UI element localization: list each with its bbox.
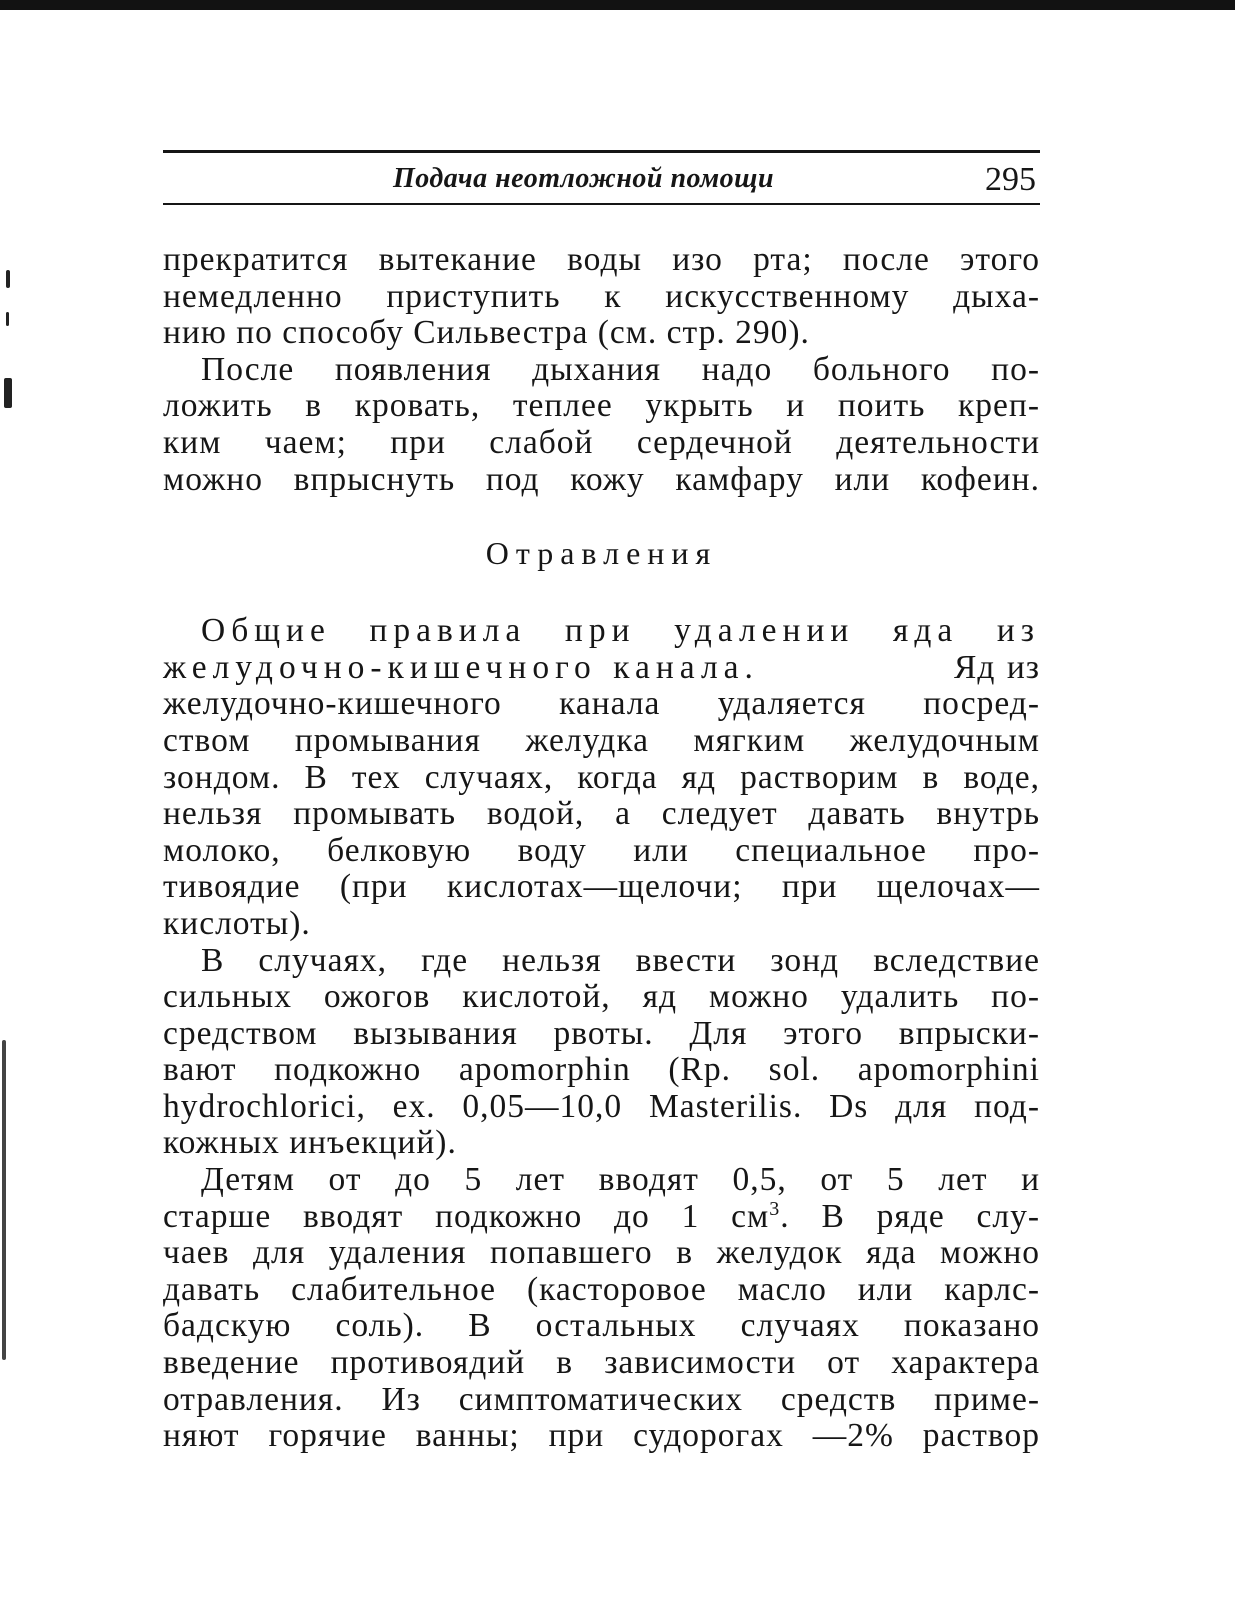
text-line: можно впрыснуть под кожу камфару или кофеин. [163, 460, 1040, 498]
page-number: 295 [985, 161, 1036, 198]
scan-margin-mark [6, 312, 9, 326]
text-line [163, 1418, 1040, 1455]
text-line: зондом. В тех случаях, когда яд растворим в воде, [163, 758, 1040, 796]
text-line: введение противоядий в зависимости от характера [163, 1344, 1040, 1382]
scan-margin-mark [6, 270, 10, 288]
text-line: давать слабительное (касторовое масло или карлс- [163, 1270, 1040, 1308]
text-line [163, 650, 1040, 687]
text-line: После появления дыхания надо больного по- [201, 350, 1040, 388]
paragraph-children-dosage [163, 1162, 1040, 1455]
paragraph-general-rules [163, 613, 1040, 942]
text-line: В случаях, где нельзя ввести зонд вследствие [201, 941, 1040, 979]
scan-margin-mark [2, 1040, 6, 1360]
text-line [163, 1199, 1040, 1236]
running-title: Подача неотложной помощи [393, 163, 775, 194]
text-line: ложить в кровать, теплее укрыть и поить креп- [163, 387, 1040, 425]
text-line: нельзя промывать водой, а следует давать внутрь [163, 795, 1040, 833]
text-line: тивоядие (при кислотах—щелочи; при щелочах— [163, 868, 1040, 906]
text-line: вают подкожно apomorphin (Rp. sol. apomorphini [163, 1051, 1040, 1089]
text-line: молоко, белковую воду или специальное про- [163, 831, 1040, 869]
scan-margin-mark [4, 378, 12, 408]
text-line: Детям от до 5 лет вводят 0,5, от 5 лет и [201, 1161, 1040, 1199]
text-line: кислоты). [163, 904, 311, 942]
text-line: отравления. Из симптоматических средств приме- [163, 1380, 1040, 1418]
text-fragment: раствор [922, 1417, 1041, 1455]
text-line: желудочно-кишечного канала удаляется посред- [163, 685, 1040, 723]
superscript: 3 [769, 1197, 781, 1220]
text-fragment: Яд из [953, 648, 1040, 686]
text-line: hydrochlorici, ex. 0,05—10,0 Masterilis. Ds для под- [163, 1087, 1040, 1125]
header-rule-bottom [163, 203, 1040, 205]
text-line: ством промывания желудка мягким желудочным [163, 721, 1040, 759]
text-fragment: няют горячие ванны; при судорогах —2% [163, 1417, 894, 1455]
run-in-heading: Общие правила при удалении яда из [201, 612, 1040, 650]
text-fragment: старше вводят подкожно до 1 см [163, 1197, 770, 1235]
run-in-heading: желудочно-кишечного канала. [163, 648, 759, 686]
paragraph-vomiting [163, 943, 1040, 1163]
text-line: чаев для удаления попавшего в желудок яда можно [163, 1234, 1040, 1272]
text-line: ким чаем; при слабой сердечной деятельности [163, 423, 1040, 461]
text-line: немедленно приступить к искусственному дыха- [163, 277, 1040, 315]
paragraph-continuation [163, 242, 1040, 352]
text-line: кожных инъекций). [163, 1124, 457, 1162]
text-line: прекратится вытекание воды изо рта; после этого [163, 241, 1040, 278]
running-head [163, 153, 1040, 203]
text-line: средством вызывания рвоты. Для этого впрыски- [163, 1014, 1040, 1052]
section-title: Отравления [485, 535, 718, 572]
text-fragment: . В ряде слу- [780, 1197, 1040, 1235]
text-line: нию по способу Сильвестра (см. стр. 290). [163, 314, 810, 352]
paragraph-after-breathing [163, 352, 1040, 498]
text-line: бадскую соль). В остальных случаях показано [163, 1307, 1040, 1345]
page-column [163, 150, 1040, 1455]
text-line: сильных ожогов кислотой, яд можно удалить по- [163, 978, 1040, 1016]
scan-top-border [0, 0, 1235, 10]
